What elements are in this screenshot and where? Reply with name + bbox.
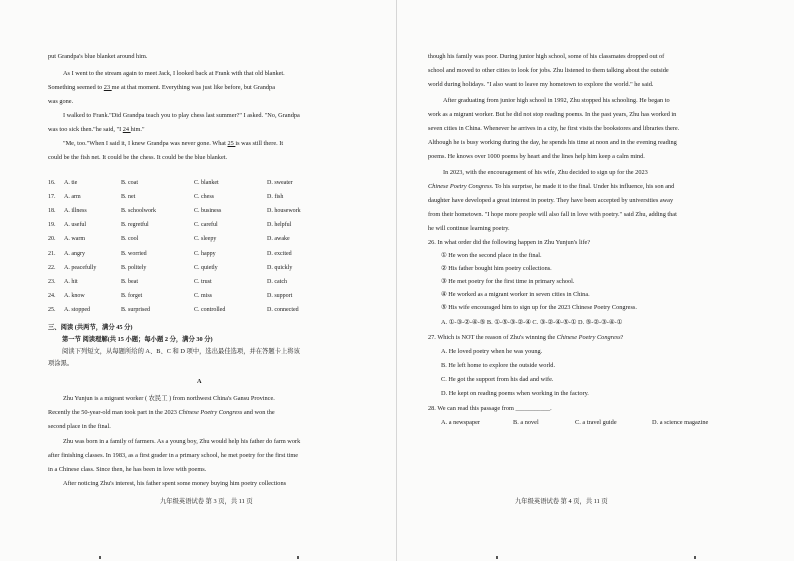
q28-option: C. a travel guide (575, 419, 617, 426)
option-a: A. hit (64, 278, 78, 285)
blank-25: 25 (227, 140, 236, 147)
option-c: C. trust (194, 278, 212, 285)
passage-letter: A (197, 378, 202, 385)
q26-item: ⑤ His wife encouraged him to sign up for the 2023 Chinese Poetry Congress. (441, 304, 637, 311)
blank-23: 23 (103, 84, 112, 91)
paragraph-line: after finishing classes. In 1983, as a first grader in a primary school, he met poetry for the first time (48, 452, 299, 459)
option-d: D. support (267, 292, 293, 299)
paragraph-line: Zhu was born in a family of farmers. As a young boy, Zhu would help his father do farm work (63, 438, 301, 445)
paragraph-line: was gone. (48, 98, 74, 105)
option-a: A. peacefully (64, 264, 97, 271)
option-number: 18. (48, 208, 56, 215)
option-number: 25. (48, 306, 56, 313)
option-b: B. net (121, 194, 136, 201)
page-footer: 九年级英语试卷 第 4 页，共 11 页 (515, 498, 608, 505)
option-number: 20. (48, 236, 56, 243)
paragraph-line: "Me, too."When I said it, I knew Grandpa was never gone. What 25 is was still there. It (63, 140, 284, 147)
scan-mark (694, 556, 696, 559)
scan-mark (496, 556, 498, 559)
paragraph-line: though his family was poor. During junior high school, some of his classmates dropped out of (428, 53, 665, 60)
option-b: B. beat (121, 278, 138, 285)
paragraph-line: school and moved to other cities to look for jobs. Zhu listened to them talking about the outside (428, 67, 669, 74)
paragraph-line: he will continue learning poetry. (428, 225, 510, 232)
paragraph-line: Although he is busy working during the day, he spends his time at noon and in the evening reading (428, 139, 677, 146)
option-number: 23. (48, 278, 56, 285)
q26-item: ② His father bought him poetry collections. (441, 265, 552, 272)
section-subtitle: 第一节 阅读理解(共 15 小题；每小题 2 分，满分 30 分) (62, 336, 213, 343)
paragraph-line: After graduating from junior high school in 1992, Zhu stopped his schooling. He began to (443, 97, 670, 104)
paragraph-line: seven cities in China. Whenever he arrives in a city, he first visits the bookstores and libraries there. (428, 125, 680, 132)
q28-option: B. a novel (513, 419, 539, 426)
option-d: D. housework (267, 208, 301, 215)
option-b: B. worried (121, 250, 147, 257)
question-27: 27. Which is NOT the reason of Zhu's winning the Chinese Poetry Congress? (428, 334, 624, 341)
paragraph-line: was too sick then."he said, "I 24 him." (48, 126, 145, 133)
q26-item: ① He won the second place in the final. (441, 252, 542, 259)
paragraph-line: Recently the 50-year-old man took part in the 2023 Chinese Poetry Congress and won the (48, 409, 275, 416)
option-c: C. chess (194, 194, 214, 201)
option-c: C. happy (194, 250, 216, 257)
paragraph-line: In 2023, with the encouragement of his wife, Zhu decided to sign up for the 2023 (443, 169, 648, 176)
scan-mark (99, 556, 101, 559)
q28-option: A. a newspaper (441, 419, 480, 426)
option-a: A. know (64, 292, 85, 299)
option-b: B. schoolwork (121, 208, 156, 215)
option-d: D. fish (267, 194, 284, 201)
option-number: 19. (48, 222, 56, 229)
option-b: B. surprised (121, 306, 150, 313)
option-d: D. helpful (267, 222, 292, 229)
q26-options: A. ①-③-②-④-⑤ B. ①-⑤-③-②-④ C. ③-②-④-⑤-① D. ⑤-②-③-④-① (441, 319, 623, 326)
option-a: A. useful (64, 222, 86, 229)
paragraph-line: could be the fish net. It could be the chess. It could be the blue blanket. (48, 154, 228, 161)
question-26: 26. In what order did the following happen in Zhu Yunjun's life? (428, 239, 591, 246)
option-c: C. careful (194, 222, 218, 229)
q28-option: D. a science magazine (652, 419, 709, 426)
option-a: A. tie (64, 180, 78, 186)
paragraph-line: I walked to Frank."Did Grandpa teach you to play chess last summer?" I asked. "No, Grandpa (63, 112, 300, 119)
q26-item: ③ He met poetry for the first time in primary school. (441, 278, 575, 285)
option-c: C. quietly (194, 264, 218, 271)
paragraph-line: world during holidays. "I also want to leave my hometown to explore the world." he said. (428, 81, 654, 88)
option-d: D. quickly (267, 264, 293, 271)
option-b: B. cool (121, 236, 139, 243)
blank-24: 24 (122, 126, 131, 133)
q27-option: A. He loved poetry when he was young. (441, 348, 543, 355)
option-number: 16. (48, 180, 56, 186)
option-c: C. controlled (194, 306, 226, 313)
page-footer: 九年级英语试卷 第 3 页，共 11 页 (160, 498, 253, 505)
option-number: 22. (48, 264, 56, 271)
paragraph-line: second place in the final. (48, 423, 111, 430)
option-b: B. forget (121, 292, 143, 299)
question-28: 28. We can read this passage from ___________. (428, 405, 552, 412)
option-number: 24. (48, 292, 56, 299)
section-instruction: 项涂黑。 (48, 360, 74, 367)
option-c: C. miss (194, 292, 213, 299)
paragraph-line: poems. He knows over 1000 poems by heart and the lines help him keep a calm mind. (428, 153, 645, 160)
option-b: B. regretful (121, 222, 149, 229)
section-title: 三、阅读 (共两节，满分 45 分) (48, 324, 133, 331)
paragraph-line: Chinese Poetry Congress. To his surprise, he made it to the final. Under his influence, his son and (428, 183, 675, 190)
paragraph-line: from their hometown. "I hope more people will also fall in love with poetry." said Zhu, adding that (428, 211, 677, 218)
option-a: A. illness (64, 208, 87, 215)
right-page (397, 0, 794, 561)
option-d: D. excited (267, 250, 292, 257)
q27-option: B. He left home to explore the outside world. (441, 362, 556, 369)
q27-option: D. He kept on reading poems when working in the factory. (441, 390, 589, 397)
paragraph-line: After noticing Zhu's interest, his father spent some money buying him poetry collections (63, 480, 287, 487)
option-d: D. catch (267, 278, 287, 285)
option-number: 21. (48, 250, 56, 257)
option-b: B. politely (121, 264, 147, 271)
option-d: D. sweater (267, 180, 293, 186)
scan-mark (297, 556, 299, 559)
paragraph-line: As I went to the stream again to meet Jack, I looked back at Frank with that old blanket. (63, 70, 285, 77)
paragraph-line: Zhu Yunjun is a migrant worker ( 农民工 ) from northwest China's Gansu Province. (63, 395, 275, 402)
option-a: A. stopped (64, 306, 90, 313)
option-a: A. warm (64, 236, 85, 243)
option-d: D. connected (267, 306, 299, 313)
option-c: C. business (194, 208, 222, 215)
paragraph-line: put Grandpa's blue blanket around him. (48, 53, 148, 60)
option-c: C. sleepy (194, 236, 217, 243)
option-b: B. coat (121, 180, 138, 186)
section-instruction: 阅读下列短文，从每题所给的 A、B、C 和 D 项中，选出最佳选项，并在答题卡上将该 (62, 348, 300, 355)
paragraph-line: work as a migrant worker. But he did not stop reading poems. In the past years, Zhu has worked in (428, 111, 677, 118)
paragraph-line: daughter have developed a great interest in poetry. They have been accepted by universities away (428, 197, 674, 204)
option-a: A. angry (64, 250, 85, 257)
option-d: D. awake (267, 236, 290, 243)
paragraph-line: in a Chinese class. Since then, he has been in love with poems. (48, 466, 207, 473)
option-a: A. arm (64, 194, 81, 201)
paragraph-line: Something seemed to 23 me at that moment. Everything was just like before, but Grandpa (48, 84, 275, 91)
option-c: C. blanket (194, 180, 219, 186)
q27-option: C. He got the support from his dad and wife. (441, 376, 554, 383)
q26-item: ④ He worked as a migrant worker in seven cities in China. (441, 291, 590, 298)
option-number: 17. (48, 194, 56, 201)
